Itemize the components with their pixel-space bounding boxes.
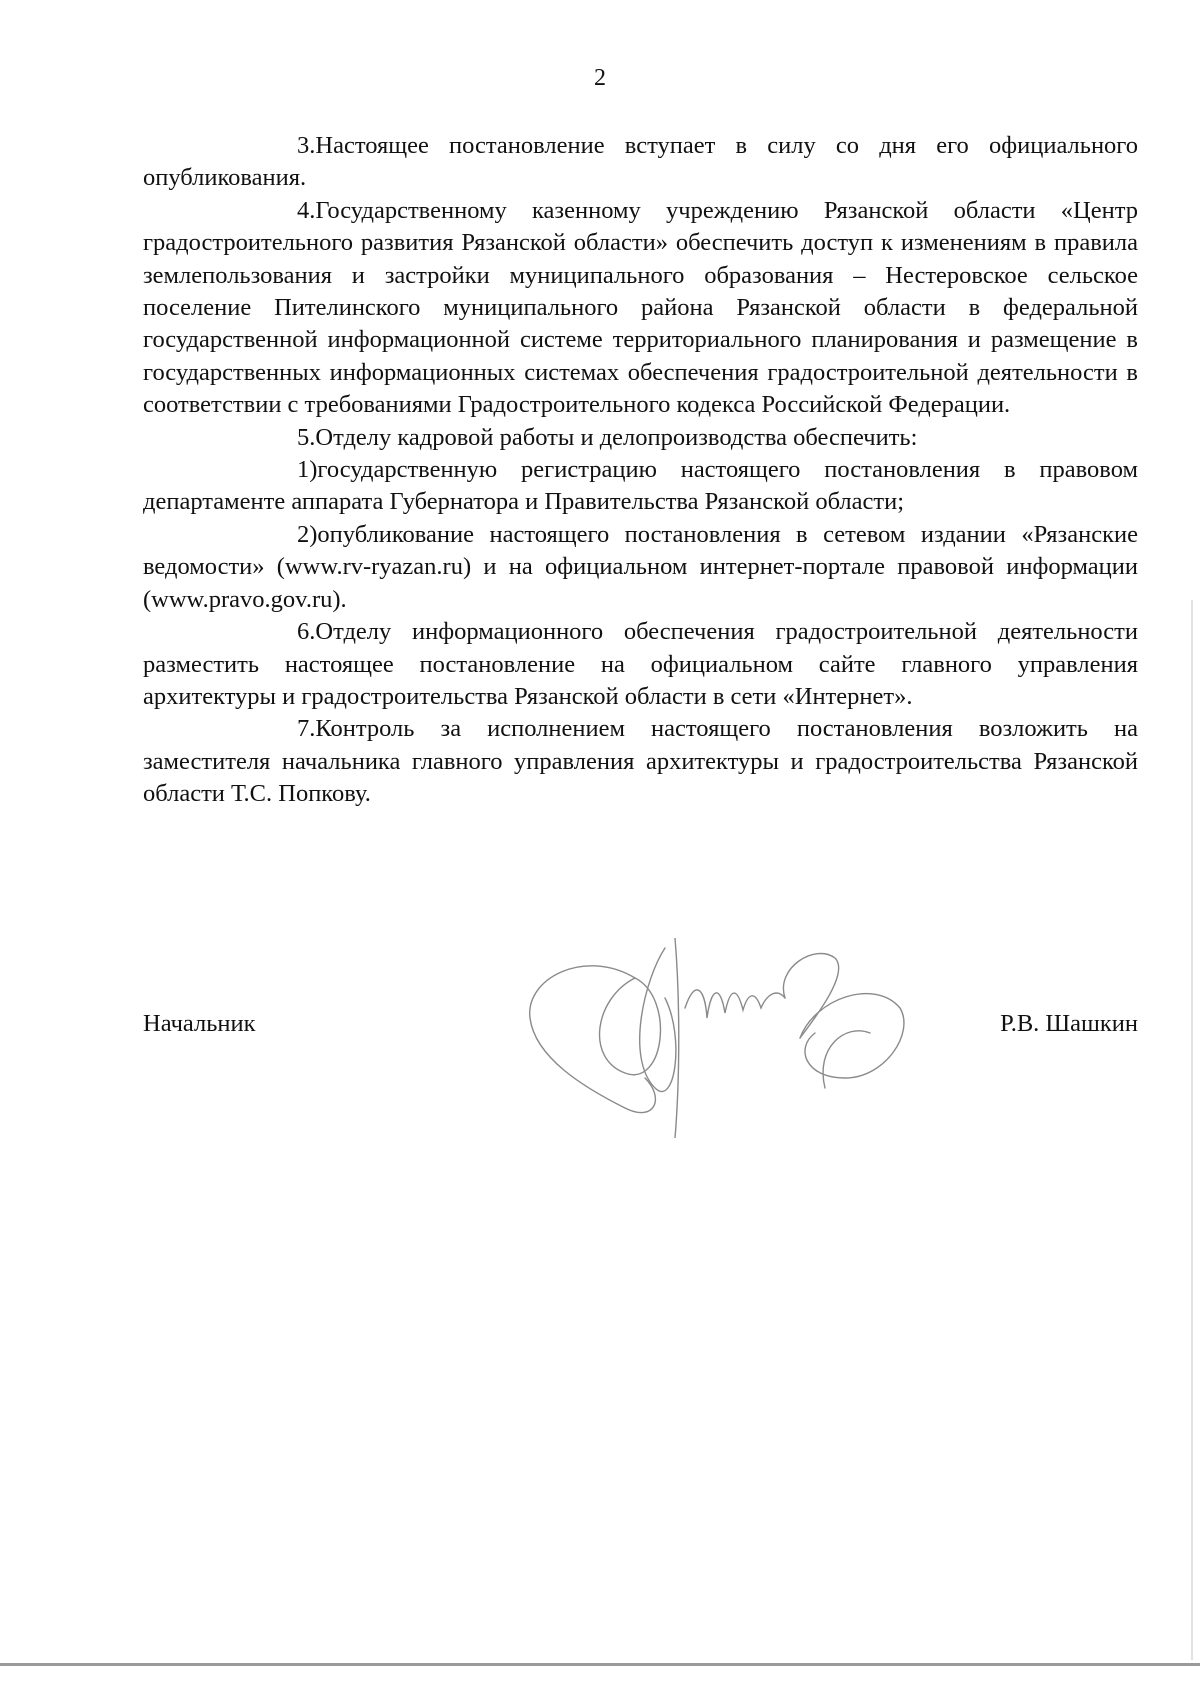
document-body xyxy=(143,130,1138,811)
paragraph-text: Отделу кадровой работы и делопроизводства обеспечить: xyxy=(315,423,918,451)
paragraph-number: 4. xyxy=(297,196,316,224)
paragraph-3 xyxy=(143,130,1138,195)
paragraph-4 xyxy=(143,195,1138,422)
subparagraph-1 xyxy=(143,454,1138,519)
handwritten-signature xyxy=(515,938,925,1138)
paragraph-text: Государственному казенному учреждению Рязанской области «Центр градостроительного развития Рязанской области» обеспечить доступ к изменениям в правила землепользования и застройки муниципального образования – Нестеровское сельское поселение Пителинского муниципального района Рязанской области в федеральной государственной информационной системе территориального планирования и размещение в государственных информационных системах обеспечения градостроительной деятельности в соответствии с требованиями Градостроительного кодекса Российской Федерации. xyxy=(143,196,1138,419)
signatory-title: Начальник xyxy=(143,1010,256,1037)
subparagraph-2 xyxy=(143,519,1138,616)
paragraph-text: опубликование настоящего постановления в сетевом издании «Рязанские ведомости» (www.rv-ryazan.ru) и на официальном интернет-портале правовой информации (www.pravo.gov.ru). xyxy=(143,520,1138,613)
scan-bottom-line xyxy=(0,1663,1200,1666)
paragraph-6 xyxy=(143,616,1138,713)
page-number: 2 xyxy=(594,65,606,91)
paragraph-text: Отделу информационного обеспечения градостроительной деятельности разместить настоящее постановление на официальном сайте главного управления архитектуры и градостроительства Рязанской области в сети «Интернет». xyxy=(143,618,1138,710)
paragraph-7 xyxy=(143,713,1138,810)
paragraph-text: Настоящее постановление вступает в силу со дня его официального опубликования. xyxy=(143,132,1138,192)
paragraph-number: 5. xyxy=(297,423,316,451)
paragraph-number: 2) xyxy=(297,520,318,548)
paragraph-number: 7. xyxy=(297,715,316,743)
paragraph-5 xyxy=(143,422,1138,454)
signatory-name: Р.В. Шашкин xyxy=(1000,1010,1138,1037)
scan-edge-line xyxy=(1191,600,1193,1660)
paragraph-number: 6. xyxy=(297,618,316,646)
paragraph-number: 3. xyxy=(297,132,316,159)
paragraph-text: Контроль за исполнением настоящего постановления возложить на заместителя начальника главного управления архитектуры и градостроительства Рязанской области Т.С. Попкову. xyxy=(143,715,1138,808)
paragraph-text: государственную регистрацию настоящего постановления в правовом департаменте аппарата Губернатора и Правительства Рязанской области; xyxy=(143,456,1138,516)
paragraph-number: 1) xyxy=(297,456,318,484)
